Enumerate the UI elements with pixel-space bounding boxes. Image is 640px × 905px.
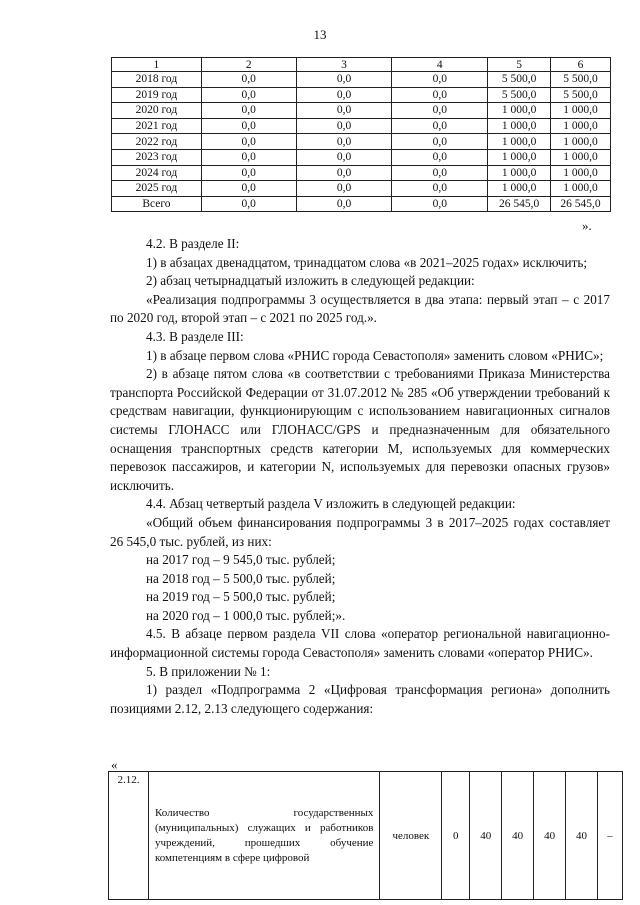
table-cell: 1 000,0 bbox=[488, 165, 551, 181]
table-cell: 2020 год bbox=[112, 103, 202, 119]
paragraph: 5. В приложении № 1: bbox=[146, 663, 271, 679]
table-cell: 2021 год bbox=[112, 118, 202, 134]
table-cell: 2 bbox=[201, 58, 296, 72]
table-cell: 0,0 bbox=[392, 118, 488, 134]
position-description: Количество государственных (муниципальных) служащих и работников учреждений, прошедших обучение компетенциям в сфере цифровой bbox=[148, 772, 379, 900]
table-cell: 0,0 bbox=[392, 72, 488, 88]
page-number: 13 bbox=[313, 27, 327, 42]
table-cell: 0,0 bbox=[201, 196, 296, 212]
table-cell: 1 000,0 bbox=[551, 134, 611, 150]
table-cell: 0,0 bbox=[392, 165, 488, 181]
table-cell: 1 000,0 bbox=[551, 165, 611, 181]
position-value: 40 bbox=[470, 772, 502, 900]
table-cell: 1 000,0 bbox=[488, 103, 551, 119]
table-cell: 0,0 bbox=[201, 103, 296, 119]
table-cell: 5 500,0 bbox=[488, 87, 551, 103]
table-row bbox=[112, 181, 611, 197]
table-cell: 0,0 bbox=[201, 181, 296, 197]
position-number: 2.12. bbox=[109, 772, 149, 900]
table-cell: 5 bbox=[488, 58, 551, 72]
table-cell: 2022 год bbox=[112, 134, 202, 150]
table-cell: 0,0 bbox=[296, 196, 392, 212]
table-cell: 26 545,0 bbox=[488, 196, 551, 212]
table-row bbox=[112, 118, 611, 134]
position-table bbox=[108, 771, 623, 900]
position-value: 40 bbox=[502, 772, 534, 900]
table-cell: 0,0 bbox=[296, 118, 392, 134]
table-cell: 0,0 bbox=[296, 134, 392, 150]
table-cell: 5 500,0 bbox=[551, 87, 611, 103]
financing-table bbox=[111, 57, 611, 212]
paragraph: 4.5. В абзаце первом раздела VII слова «оператор региональной навигационно-информационной системы города Севастополя» заменить словами «оператор РНИС». bbox=[110, 626, 610, 661]
paragraph: 1) раздел «Подпрограмма 2 «Цифровая трансформация региона» дополнить позициями 2.12, 2.13 следующего содержания: bbox=[110, 682, 610, 716]
table-cell: 0,0 bbox=[392, 103, 488, 119]
table-cell: 0,0 bbox=[392, 87, 488, 103]
table-cell: 2025 год bbox=[112, 181, 202, 197]
table-row bbox=[112, 87, 611, 103]
paragraph: на 2017 год – 9 545,0 тыс. рублей; bbox=[146, 552, 336, 568]
table-header-row bbox=[112, 58, 611, 72]
table-cell: 0,0 bbox=[201, 165, 296, 181]
table-cell: 5 500,0 bbox=[551, 72, 611, 88]
table-cell: 26 545,0 bbox=[551, 196, 611, 212]
table-row bbox=[112, 134, 611, 150]
table-cell: 2023 год bbox=[112, 149, 202, 165]
open-quote: « bbox=[111, 757, 118, 772]
table-cell: Всего bbox=[112, 196, 202, 212]
position-unit: человек bbox=[380, 772, 442, 900]
table-cell: 1 000,0 bbox=[488, 181, 551, 197]
paragraph: 4.3. В разделе III: bbox=[146, 328, 244, 344]
position-value: 40 bbox=[566, 772, 598, 900]
document-body bbox=[110, 235, 610, 718]
table-cell: 0,0 bbox=[296, 72, 392, 88]
paragraph: на 2020 год – 1 000,0 тыс. рублей;». bbox=[146, 607, 346, 623]
table-cell: 4 bbox=[392, 58, 488, 72]
table-cell: 0,0 bbox=[296, 165, 392, 181]
table-row bbox=[112, 196, 611, 212]
table-cell: 0,0 bbox=[296, 181, 392, 197]
table-cell: 1 000,0 bbox=[551, 118, 611, 134]
position-value: – bbox=[598, 772, 623, 900]
table-cell: 2024 год bbox=[112, 165, 202, 181]
table-cell: 0,0 bbox=[201, 87, 296, 103]
paragraph: 4.2. В разделе II: bbox=[146, 236, 240, 251]
table-cell: 3 bbox=[296, 58, 392, 72]
table-cell: 1 000,0 bbox=[551, 149, 611, 165]
paragraph: 2) в абзаце пятом слова «в соответствии с требованиями Приказа Министерства транспорта Российской Федерации от 31.07.2012 № 285 «Об утверждении требований к средствам навигации, функционирующим с использованием навигационных сигналов системы ГЛОНАСС или ГЛОНАСС/GPS и предназначенным для обязательного оснащения транспортных средств категории M, используемых для коммерческих перевозок пассажиров, и категории N, используемых для перевозки опасных грузов» исключить. bbox=[110, 366, 610, 493]
paragraph: 4.4. Абзац четвертый раздела V изложить в следующей редакции: bbox=[146, 496, 516, 512]
paragraph: 1) в абзаце первом слова «РНИС города Севастополя» заменить словом «РНИС»; bbox=[146, 347, 604, 363]
table-cell: 1 000,0 bbox=[551, 181, 611, 197]
table-cell: 1 000,0 bbox=[488, 134, 551, 150]
table-row bbox=[112, 165, 611, 181]
table-cell: 0,0 bbox=[296, 149, 392, 165]
table-cell: 0,0 bbox=[201, 118, 296, 134]
table-cell: 0,0 bbox=[201, 134, 296, 150]
table-cell: 0,0 bbox=[392, 181, 488, 197]
table-cell: 2019 год bbox=[112, 87, 202, 103]
paragraph: «Реализация подпрограммы 3 осуществляется в два этапа: первый этап – с 2017 по 2020 год, второй этап – с 2021 по 2025 год.». bbox=[110, 291, 610, 326]
position-value: 40 bbox=[534, 772, 566, 900]
table-cell: 6 bbox=[551, 58, 611, 72]
table-cell: 1 bbox=[112, 58, 202, 72]
paragraph: «Общий объем финансирования подпрограммы 3 в 2017–2025 годах составляет 26 545,0 тыс. рублей, из них: bbox=[110, 514, 610, 549]
table-cell: 0,0 bbox=[201, 149, 296, 165]
paragraph: на 2019 год – 5 500,0 тыс. рублей; bbox=[146, 589, 336, 605]
paragraph: 2) абзац четырнадцатый изложить в следующей редакции: bbox=[146, 273, 475, 289]
table-cell: 0,0 bbox=[296, 103, 392, 119]
table-cell: 0,0 bbox=[392, 134, 488, 150]
table-cell: 0,0 bbox=[392, 196, 488, 212]
table-cell: 1 000,0 bbox=[488, 118, 551, 134]
table-cell: 1 000,0 bbox=[551, 103, 611, 119]
paragraph: 1) в абзацах двенадцатом, тринадцатом слова «в 2021–2025 годах» исключить; bbox=[146, 254, 588, 270]
closing-quote: ». bbox=[582, 218, 592, 233]
table-cell: 0,0 bbox=[201, 72, 296, 88]
table-cell: 2018 год bbox=[112, 72, 202, 88]
table-cell: 0,0 bbox=[296, 87, 392, 103]
table-cell: 5 500,0 bbox=[488, 72, 551, 88]
table-row bbox=[112, 72, 611, 88]
table-cell: 0,0 bbox=[392, 149, 488, 165]
paragraph: на 2018 год – 5 500,0 тыс. рублей; bbox=[146, 570, 336, 586]
table-row bbox=[112, 103, 611, 119]
position-row bbox=[109, 772, 623, 900]
position-value: 0 bbox=[442, 772, 470, 900]
table-row bbox=[112, 149, 611, 165]
table-cell: 1 000,0 bbox=[488, 149, 551, 165]
